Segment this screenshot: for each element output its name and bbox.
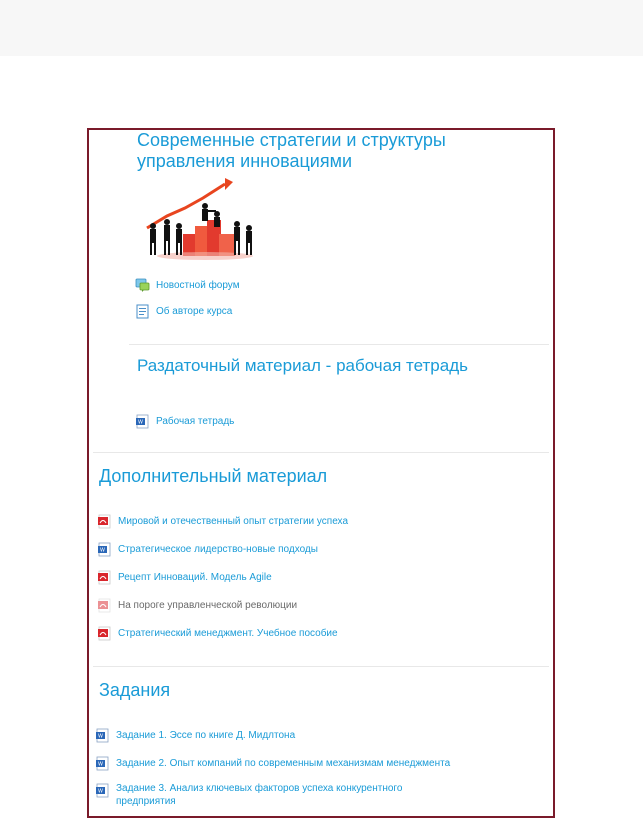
svg-text:W: W (138, 419, 143, 426)
additional-item-1[interactable]: Мировой и отечественный опыт стратегии успеха (97, 514, 348, 529)
handout-section-title: Раздаточный материал - рабочая тетрадь (137, 356, 468, 375)
task-item-3[interactable]: W Задание 3. Анализ ключевых факторов успеха конкурентного предприятия (95, 782, 455, 808)
word-doc-icon (95, 756, 110, 771)
business-growth-illustration (133, 176, 261, 262)
pdf-icon (97, 570, 112, 585)
svg-text:W: W (98, 761, 103, 768)
task-item-1[interactable]: W Задание 1. Эссе по книге Д. Мидлтона (95, 728, 295, 743)
additional-item-4[interactable]: На пороге управленческой революции (97, 598, 297, 613)
additional-item-3[interactable]: Рецепт Инноваций. Модель Agile (97, 570, 272, 585)
section-divider (93, 666, 549, 667)
pdf-icon (97, 514, 112, 529)
tasks-section-title: Задания (99, 680, 171, 700)
course-content-frame (87, 128, 555, 818)
top-bar (0, 0, 643, 56)
word-doc-icon (97, 542, 112, 557)
svg-text:W: W (98, 788, 103, 795)
section-divider (129, 344, 549, 345)
course-title: Современные стратегии и структуры управления инновациями (137, 130, 446, 171)
pdf-icon-dimmed (97, 598, 112, 613)
svg-text:W: W (100, 547, 105, 554)
word-doc-icon (95, 728, 110, 743)
word-doc-icon (95, 783, 110, 798)
additional-section-title: Дополнительный материал (99, 466, 328, 486)
section-divider (93, 452, 549, 453)
page-icon (135, 304, 150, 319)
about-author-link[interactable]: Об авторе курса (135, 304, 232, 319)
additional-item-2[interactable]: W Стратегическое лидерство-новые подходы (97, 542, 318, 557)
course-image (133, 176, 261, 262)
word-doc-icon (135, 414, 150, 429)
additional-item-5[interactable]: Стратегический менеджмент. Учебное пособие (97, 626, 338, 641)
task-item-2[interactable]: W Задание 2. Опыт компаний по современным механизмам менеджмента (95, 756, 450, 771)
news-forum-link[interactable]: Новостной форум (135, 278, 240, 293)
svg-text:W: W (98, 733, 103, 740)
workbook-link[interactable]: W Рабочая тетрадь (135, 414, 234, 429)
forum-icon (135, 278, 150, 293)
pdf-icon (97, 626, 112, 641)
